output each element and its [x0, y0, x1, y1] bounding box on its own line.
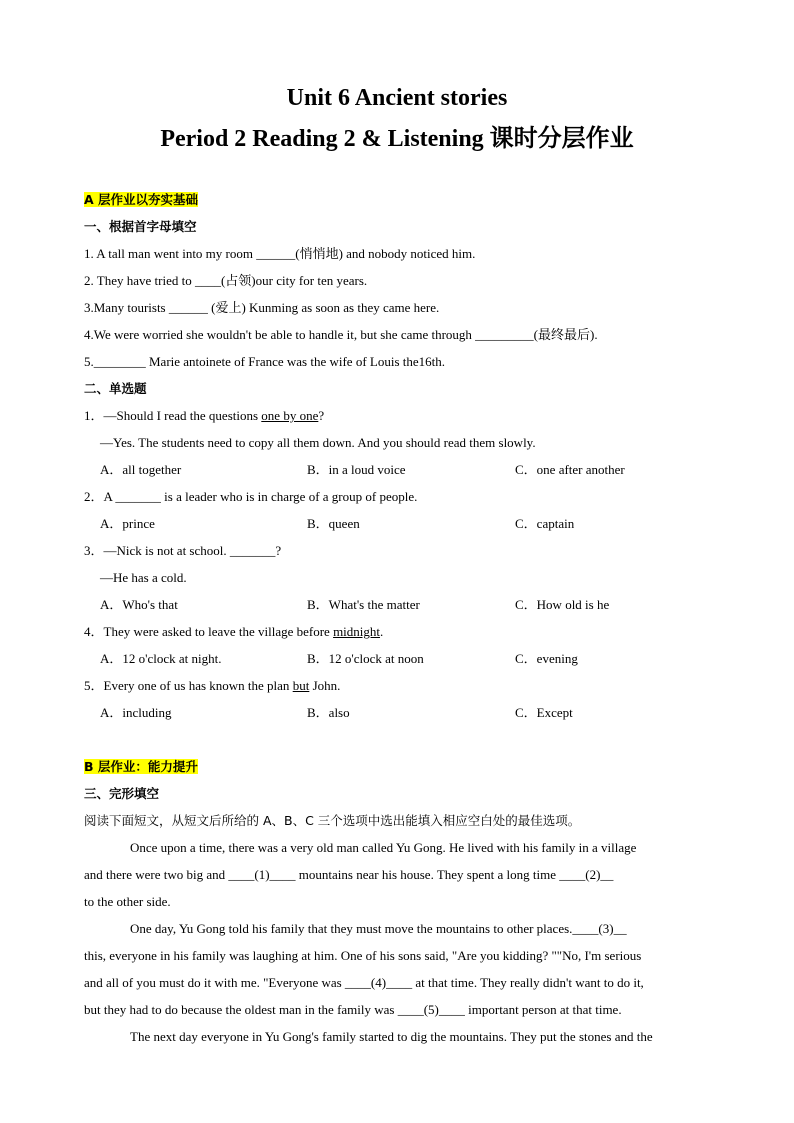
q5-option-a: A．including [100, 705, 172, 720]
q5-option-c: C．Except [515, 705, 573, 720]
q4-option-a: A．12 o'clock at night. [100, 651, 222, 666]
question-3: 3．—Nick is not at school. _______? [84, 543, 282, 558]
q2-option-c: C．captain [515, 516, 575, 531]
part3-heading: 三、完形填空 [84, 786, 160, 801]
q5-option-b: B．also [307, 705, 350, 720]
passage-line: One day, Yu Gong told his family that they must move the mountains to other places.____(3)__ [130, 921, 627, 936]
question-2: 2．A _______ is a leader who is in charge of a group of people. [84, 489, 418, 504]
fill-item-3: 3.Many tourists ______ (爱上) Kunming as soon as they came here. [84, 300, 440, 315]
fill-item-5: 5.________ Marie antoinete of France was the wife of Louis the16th. [84, 354, 446, 369]
question-3-line2: —He has a cold. [100, 570, 187, 585]
q3-option-a: A．Who's that [100, 597, 178, 612]
q1-option-a: A．all together [100, 462, 182, 477]
underlined-word: but [292, 678, 310, 693]
part2-heading: 二、单选题 [84, 381, 147, 396]
fill-item-2: 2. They have tried to ____(占领)our city for ten years. [84, 273, 368, 288]
passage-line: and there were two big and ____(1)____ mountains near his house. They spent a long time ____(2)__ [84, 867, 614, 882]
q4-option-b: B．12 o'clock at noon [307, 651, 424, 666]
passage-line: and all of you must do it with me. "Everyone was ____(4)____ at that time. They really didn't want to do it, [84, 975, 644, 990]
page-title-line1: Unit 6 Ancient stories [286, 85, 508, 111]
q3-option-b: B．What's the matter [307, 597, 420, 612]
question-1-line2: —Yes. The students need to copy all them down. And you should read them slowly. [100, 435, 536, 450]
passage-line: Once upon a time, there was a very old man called Yu Gong. He lived with his family in a village [130, 840, 637, 855]
section-a-heading: A 层作业以夯实基础 [84, 192, 199, 207]
section-b-heading: B 层作业：能力提升 [84, 759, 198, 774]
question-4: 4．They were asked to leave the village before midnight. [84, 624, 384, 639]
part1-heading: 一、根据首字母填空 [84, 219, 197, 234]
q4-option-c: C．evening [515, 651, 578, 666]
cloze-instruction: 阅读下面短文，从短文后所给的 A、B、C 三个选项中选出能填入相应空白处的最佳选项。 [84, 813, 581, 828]
passage-line: to the other side. [84, 894, 171, 909]
fill-item-1: 1. A tall man went into my room ______(悄悄地) and nobody noticed him. [84, 246, 476, 261]
passage-line: this, everyone in his family was laughing at him. One of his sons said, "Are you kidding? ""No, I'm serious [84, 948, 642, 963]
q1-option-c: C．one after another [515, 462, 625, 477]
q3-option-c: C．How old is he [515, 597, 610, 612]
underlined-word: midnight [333, 624, 381, 639]
passage-line: The next day everyone in Yu Gong's family started to dig the mountains. They put the stones and the [130, 1029, 653, 1044]
q1-option-b: B．in a loud voice [307, 462, 406, 477]
fill-item-4: 4.We were worried she wouldn't be able to handle it, but she came through _________(最终最后). [84, 327, 598, 342]
page-title-line2: Period 2 Reading 2 & Listening 课时分层作业 [160, 126, 634, 152]
q2-option-a: A．prince [100, 516, 155, 531]
question-1: 1．—Should I read the questions one by one? [84, 408, 325, 423]
underlined-phrase: one by one [261, 408, 319, 423]
q2-option-b: B．queen [307, 516, 360, 531]
passage-line: but they had to do because the oldest man in the family was ____(5)____ important person at that time. [84, 1002, 622, 1017]
question-5: 5．Every one of us has known the plan but John. [84, 678, 341, 693]
